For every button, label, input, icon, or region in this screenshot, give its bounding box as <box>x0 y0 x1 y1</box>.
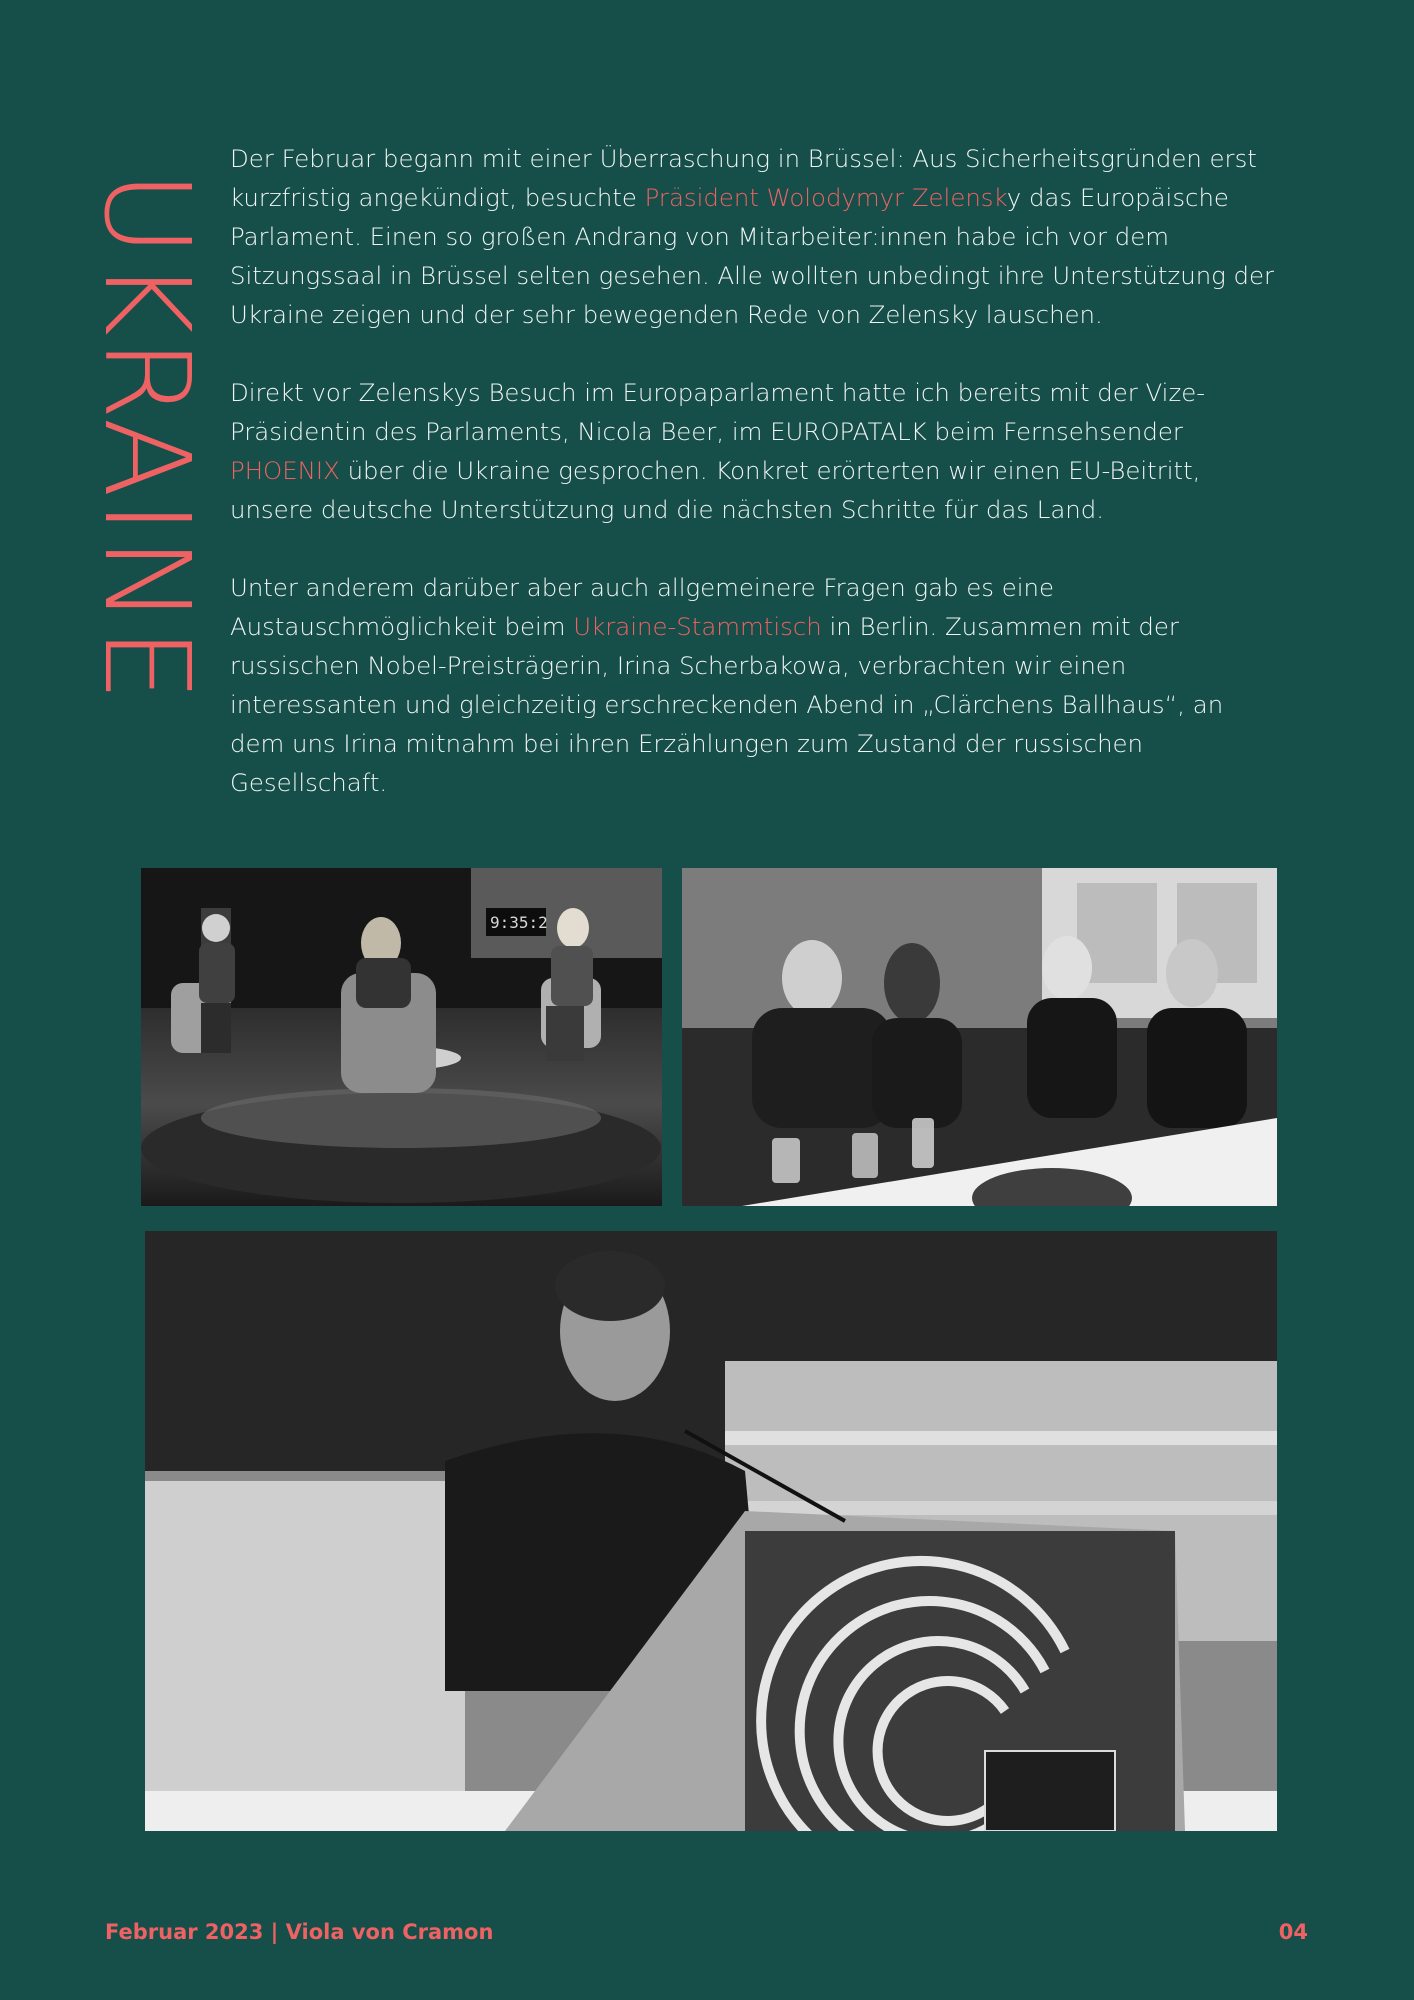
paragraph-text: y das Europäische Parlament. Einen so großen Andrang von Mitarbeiter:innen habe ich vor dem Sitzungssaal in Brüssel selten gesehen. Alle wollten unbedingt ihre Unterstützung der Ukraine zeigen und der sehr bewegenden Rede von Zelensky lauschen. <box>230 183 1275 329</box>
paragraph-text: Direkt vor Zelenskys Besuch im Europaparlament hatte ich bereits mit der Vize-Präsidentin des Parlaments, Nicola Beer, im EUROPATALK beim Fernsehsender <box>230 378 1206 446</box>
paragraph-text: Unter anderem darüber aber auch allgemeinere Fragen gab es eine Austauschmöglichkeit beim <box>230 573 1055 641</box>
photo-parliament-illustration <box>145 1231 1277 1831</box>
paragraph-text: Der Februar begann mit einer Überraschung in Brüssel: Aus Sicherheitsgründen erst kurzfristig angekündigt, besuchte <box>230 144 1257 212</box>
footer-date-author: Februar 2023 | Viola von Cramon <box>105 1920 494 1944</box>
article-body <box>230 139 1280 841</box>
photo-dinner-illustration <box>682 868 1277 1206</box>
paragraph-1 <box>230 139 1280 334</box>
photo-zelensky-parliament <box>145 1231 1277 1831</box>
highlighted-term: Ukraine-Stammtisch <box>573 612 822 641</box>
photo-tv-studio <box>141 868 662 1206</box>
paragraph-3 <box>230 568 1280 802</box>
studio-clock: 9:35:2 <box>490 913 548 932</box>
highlighted-term: PHOENIX <box>230 456 340 485</box>
highlighted-term: Präsident Wolodymyr Zelensk <box>644 183 1007 212</box>
section-title-text: UKRAINE <box>78 170 216 704</box>
section-title <box>78 152 216 722</box>
paragraph-text: in Berlin. Zusammen mit der russischen Nobel-Preisträgerin, Irina Scherbakowa, verbrachten wir einen interessanten und gleichzeitig erschreckenden Abend in „Clärchens Ballhaus“, an dem uns Irina mitnahm bei ihren Erzählungen zum Zustand der russischen Gesellschaft. <box>230 612 1224 797</box>
paragraph-text: über die Ukraine gesprochen. Konkret erörterten wir einen EU-Beitritt, unsere deutsche Unterstützung und die nächsten Schritte für das Land. <box>230 456 1201 524</box>
photo-stammtisch-dinner <box>682 868 1277 1206</box>
page-number: 04 <box>1278 1920 1308 1944</box>
paragraph-2 <box>230 373 1280 529</box>
photo-tv-studio-illustration <box>141 868 662 1206</box>
